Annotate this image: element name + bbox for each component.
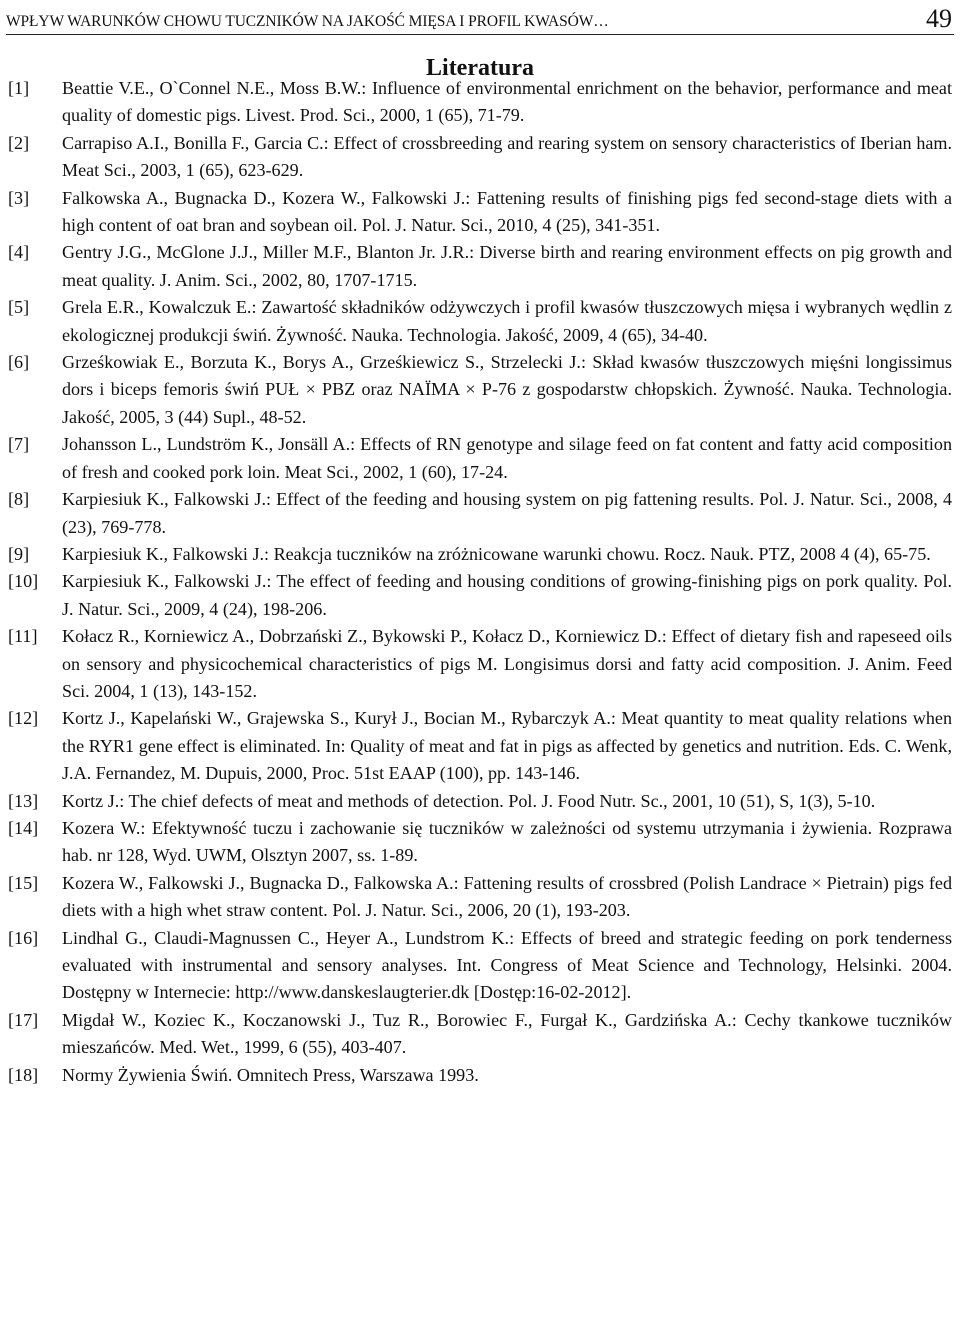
reference-number: [2] xyxy=(8,132,30,153)
reference-text: Johansson L., Lundström K., Jonsäll A.: Effects of RN genotype and silage feed on fat content and fatty acid composition of fresh and cooked pork loin. Meat Sci., 2002, 1 (60), 17-24. xyxy=(62,434,952,482)
reference-text: Grześkowiak E., Borzuta K., Borys A., Grześkiewicz S., Strzelecki J.: Skład kwasów tłuszczowych mięśni longissimus dors i biceps femoris świń PUŁ × PBZ oraz NAÏMA × P-76 z gospodarstw chłopskich. Żywność. Nauka. Technologia. Jakość, 2005, 3 (44) Supl., 48-52. xyxy=(62,352,952,427)
reference-text: Lindhal G., Claudi-Magnussen C., Heyer A., Lundstrom K.: Effects of breed and strategic feeding on pork tenderness evaluated with instrumental and sensory analyses. Int. Congress of Meat Science and Technology, Helsinki. 2004. Dostępny w Internecie: http://www.danskeslaugterier.dk [Dostęp:16-02-2012]. xyxy=(62,927,952,1003)
reference-text: Gentry J.G., McGlone J.J., Miller M.F., Blanton Jr. J.R.: Diverse birth and rearing environment effects on pig growth and meat quality. J. Anim. Sci., 2002, 80, 1707-1715. xyxy=(62,242,952,290)
running-head-title: WPŁYW WARUNKÓW CHOWU TUCZNIKÓW NA JAKOŚĆ MIĘSA I PROFIL KWASÓW… xyxy=(6,13,609,30)
reference-item xyxy=(8,788,952,815)
reference-item xyxy=(8,239,952,294)
reference-text: Migdał W., Koziec K., Koczanowski J., Tuz R., Borowiec F., Furgał K., Gardzińska A.: Cechy tkankowe tuczników mieszańców. Med. Wet., 1999, 6 (55), 403-407. xyxy=(62,1009,952,1058)
reference-item xyxy=(8,1007,952,1062)
reference-text: Normy Żywienia Świń. Omnitech Press, Warszawa 1993. xyxy=(62,1064,479,1085)
reference-number: [14] xyxy=(8,817,39,838)
reference-text: Kołacz R., Korniewicz A., Dobrzański Z., Bykowski P., Kołacz D., Korniewicz D.: Effect of dietary fish and rapeseed oils on sensory and physicochemical characteristics of pigs M. Longisimus dorsi and fatty acid composition. J. Anim. Feed Sci. 2004, 1 (13), 143-152. xyxy=(62,626,952,701)
reference-text: Kozera W., Falkowski J., Bugnacka D., Falkowska A.: Fattening results of crossbred (Polish Landrace × Pietrain) pigs fed diets with a high whet straw content. Pol. J. Natur. Sci., 2006, 20 (1), 193-203. xyxy=(62,872,952,921)
reference-item xyxy=(8,1062,952,1089)
reference-text: Karpiesiuk K., Falkowski J.: Reakcja tuczników na zróżnicowane warunki chowu. Rocz. Nauk. PTZ, 2008 4 (4), 65-75. xyxy=(62,543,931,564)
page-number: 49 xyxy=(926,4,952,33)
reference-item xyxy=(8,130,952,185)
reference-item xyxy=(8,541,952,568)
reference-text: Kortz J.: The chief defects of meat and methods of detection. Pol. J. Food Nutr. Sc., 2001, 10 (51), S, 1(3), 5-10. xyxy=(62,790,876,811)
reference-number: [17] xyxy=(8,1009,39,1030)
reference-number: [11] xyxy=(8,626,38,647)
reference-item xyxy=(8,705,952,787)
section-title: Literatura xyxy=(426,55,534,81)
reference-text: Kortz J., Kapelański W., Grajewska S., Kurył J., Bocian M., Rybarczyk A.: Meat quantity to meat quality relations when the RYR1 gene effect is eliminated. In: Quality of meat and fat in pigs as affected by genetics and nutrition. Eds. C. Wenk, J.A. Fernandez, M. Dupuis, 2000, Proc. 51st EAAP (100), pp. 143-146. xyxy=(62,708,952,784)
reference-text: Karpiesiuk K., Falkowski J.: Effect of the feeding and housing system on pig fattening results. Pol. J. Natur. Sci., 2008, 4 (23), 769-778. xyxy=(62,489,952,537)
reference-number: [3] xyxy=(8,187,30,208)
reference-number: [16] xyxy=(8,927,39,948)
reference-item xyxy=(8,185,952,240)
reference-number: [7] xyxy=(8,434,30,455)
reference-text: Karpiesiuk K., Falkowski J.: The effect of feeding and housing conditions of growing-finishing pigs on pork quality. Pol. J. Natur. Sci., 2009, 4 (24), 198-206. xyxy=(62,571,952,619)
reference-number: [15] xyxy=(8,872,39,893)
reference-text: Kozera W.: Efektywność tuczu i zachowanie się tuczników w zależności od systemu utrzymania i żywienia. Rozprawa hab. nr 128, Wyd. UWM, Olsztyn 2007, ss. 1-89. xyxy=(62,817,952,866)
reference-item xyxy=(8,815,952,870)
reference-number: [13] xyxy=(8,790,39,811)
reference-item xyxy=(8,75,952,130)
reference-number: [1] xyxy=(8,78,30,98)
reference-number: [8] xyxy=(8,489,30,510)
reference-number: [9] xyxy=(8,543,30,564)
reference-item xyxy=(8,925,952,1007)
reference-item xyxy=(8,568,952,623)
reference-list xyxy=(8,75,952,1089)
reference-number: [4] xyxy=(8,242,30,263)
reference-item xyxy=(8,431,952,486)
reference-number: [18] xyxy=(8,1064,39,1085)
running-head xyxy=(6,4,954,35)
reference-text: Grela E.R., Kowalczuk E.: Zawartość składników odżywczych i profil kwasów tłuszczowych mięsa i wybranych wędlin z ekologicznej produkcji świń. Żywność. Nauka. Technologia. Jakość, 2009, 4 (65), 34-40. xyxy=(62,297,952,345)
reference-item xyxy=(8,294,952,349)
reference-number: [12] xyxy=(8,708,39,729)
reference-item xyxy=(8,486,952,541)
reference-text: Beattie V.E., O`Connel N.E., Moss B.W.: Influence of environmental enrichment on the behavior, performance and meat quality of domestic pigs. Livest. Prod. Sci., 2000, 1 (65), 71-79. xyxy=(62,78,952,126)
reference-item xyxy=(8,349,952,431)
reference-text: Falkowska A., Bugnacka D., Kozera W., Falkowski J.: Fattening results of finishing pigs fed second-stage diets with a high content of oat bran and soybean oil. Pol. J. Natur. Sci., 2010, 4 (25), 341-351. xyxy=(62,187,952,236)
reference-item xyxy=(8,870,952,925)
reference-text: Carrapiso A.I., Bonilla F., Garcia C.: Effect of crossbreeding and rearing system on sensory characteristics of Iberian ham. Meat Sci., 2003, 1 (65), 623-629. xyxy=(62,132,952,181)
reference-item xyxy=(8,623,952,705)
reference-number: [10] xyxy=(8,571,39,592)
reference-number: [6] xyxy=(8,352,30,373)
reference-number: [5] xyxy=(8,297,30,318)
